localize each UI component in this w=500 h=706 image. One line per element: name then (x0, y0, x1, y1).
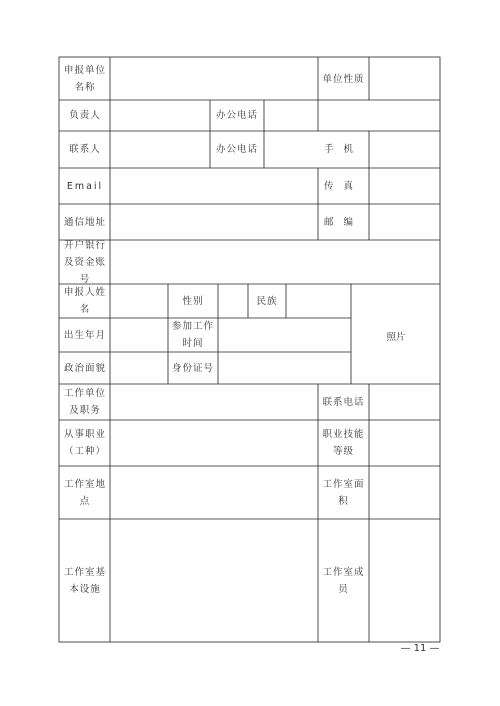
label-occupation: 从事职业（工种） (63, 429, 106, 457)
contact-phone-field[interactable] (370, 385, 440, 420)
address-field[interactable] (111, 205, 318, 240)
office-phone-1-field[interactable] (265, 101, 440, 131)
facilities-field[interactable] (111, 520, 318, 642)
job-title-field[interactable] (111, 385, 318, 420)
label-studio-location: 工作室地点 (63, 478, 106, 507)
ethnicity-field[interactable] (287, 285, 351, 318)
postcode-field[interactable] (370, 205, 440, 240)
studio-location-field[interactable] (111, 467, 318, 519)
fax-field[interactable] (370, 169, 440, 204)
label-job-title: 工作单位及职务 (63, 388, 106, 416)
label-mobile: 手机 (323, 144, 363, 155)
label-members: 工作室成员 (322, 566, 365, 595)
label-office-phone-1: 办公电话 (215, 110, 258, 121)
unit-nature-field[interactable] (370, 58, 440, 100)
label-id-no: 身份证号 (171, 362, 214, 374)
label-skill-level: 职业技能等级 (322, 429, 365, 457)
office-phone-2-field[interactable] (265, 132, 369, 168)
label-studio-area: 工作室面积 (322, 478, 365, 507)
label-gender: 性别 (182, 295, 204, 307)
applicant-name-field[interactable] (111, 285, 168, 318)
label-unit-nature: 单位性质 (322, 73, 365, 85)
label-political: 政治面貌 (63, 362, 106, 374)
label-office-phone-2: 办公电话 (215, 144, 258, 155)
label-contact: 联系人 (69, 144, 101, 155)
label-address: 通信地址 (63, 216, 106, 228)
work-start-field[interactable] (219, 319, 351, 352)
label-unit-name: 申报单位名称 (63, 65, 106, 93)
gender-field[interactable] (219, 285, 248, 318)
unit-name-field[interactable] (111, 58, 318, 100)
label-principal: 负责人 (69, 110, 101, 121)
contact-field[interactable] (111, 132, 210, 168)
members-field[interactable] (370, 520, 440, 642)
principal-field[interactable] (111, 101, 210, 131)
label-photo: 照片 (386, 331, 406, 343)
label-postcode: 邮编 (323, 216, 363, 228)
label-ethnicity: 民族 (256, 295, 278, 307)
political-field[interactable] (111, 353, 168, 384)
occupation-field[interactable] (111, 421, 318, 466)
mobile-field[interactable] (370, 132, 440, 168)
label-applicant-name: 申报人姓名 (63, 287, 106, 315)
label-work-start: 参加工作时间 (171, 321, 214, 349)
email-field[interactable] (111, 169, 318, 204)
label-contact-phone: 联系电话 (322, 396, 365, 408)
skill-level-field[interactable] (370, 421, 440, 466)
id-no-field[interactable] (219, 353, 351, 384)
label-birth: 出生年月 (63, 329, 106, 341)
studio-area-field[interactable] (370, 467, 440, 519)
label-facilities: 工作室基本设施 (63, 566, 106, 595)
birth-field[interactable] (111, 319, 168, 352)
label-email: Email (66, 180, 104, 192)
label-bank: 开户银行及资金账号 (63, 239, 106, 285)
label-fax: 传真 (323, 180, 363, 192)
bank-field[interactable] (111, 241, 440, 284)
page-number: — 11 — (400, 643, 440, 654)
